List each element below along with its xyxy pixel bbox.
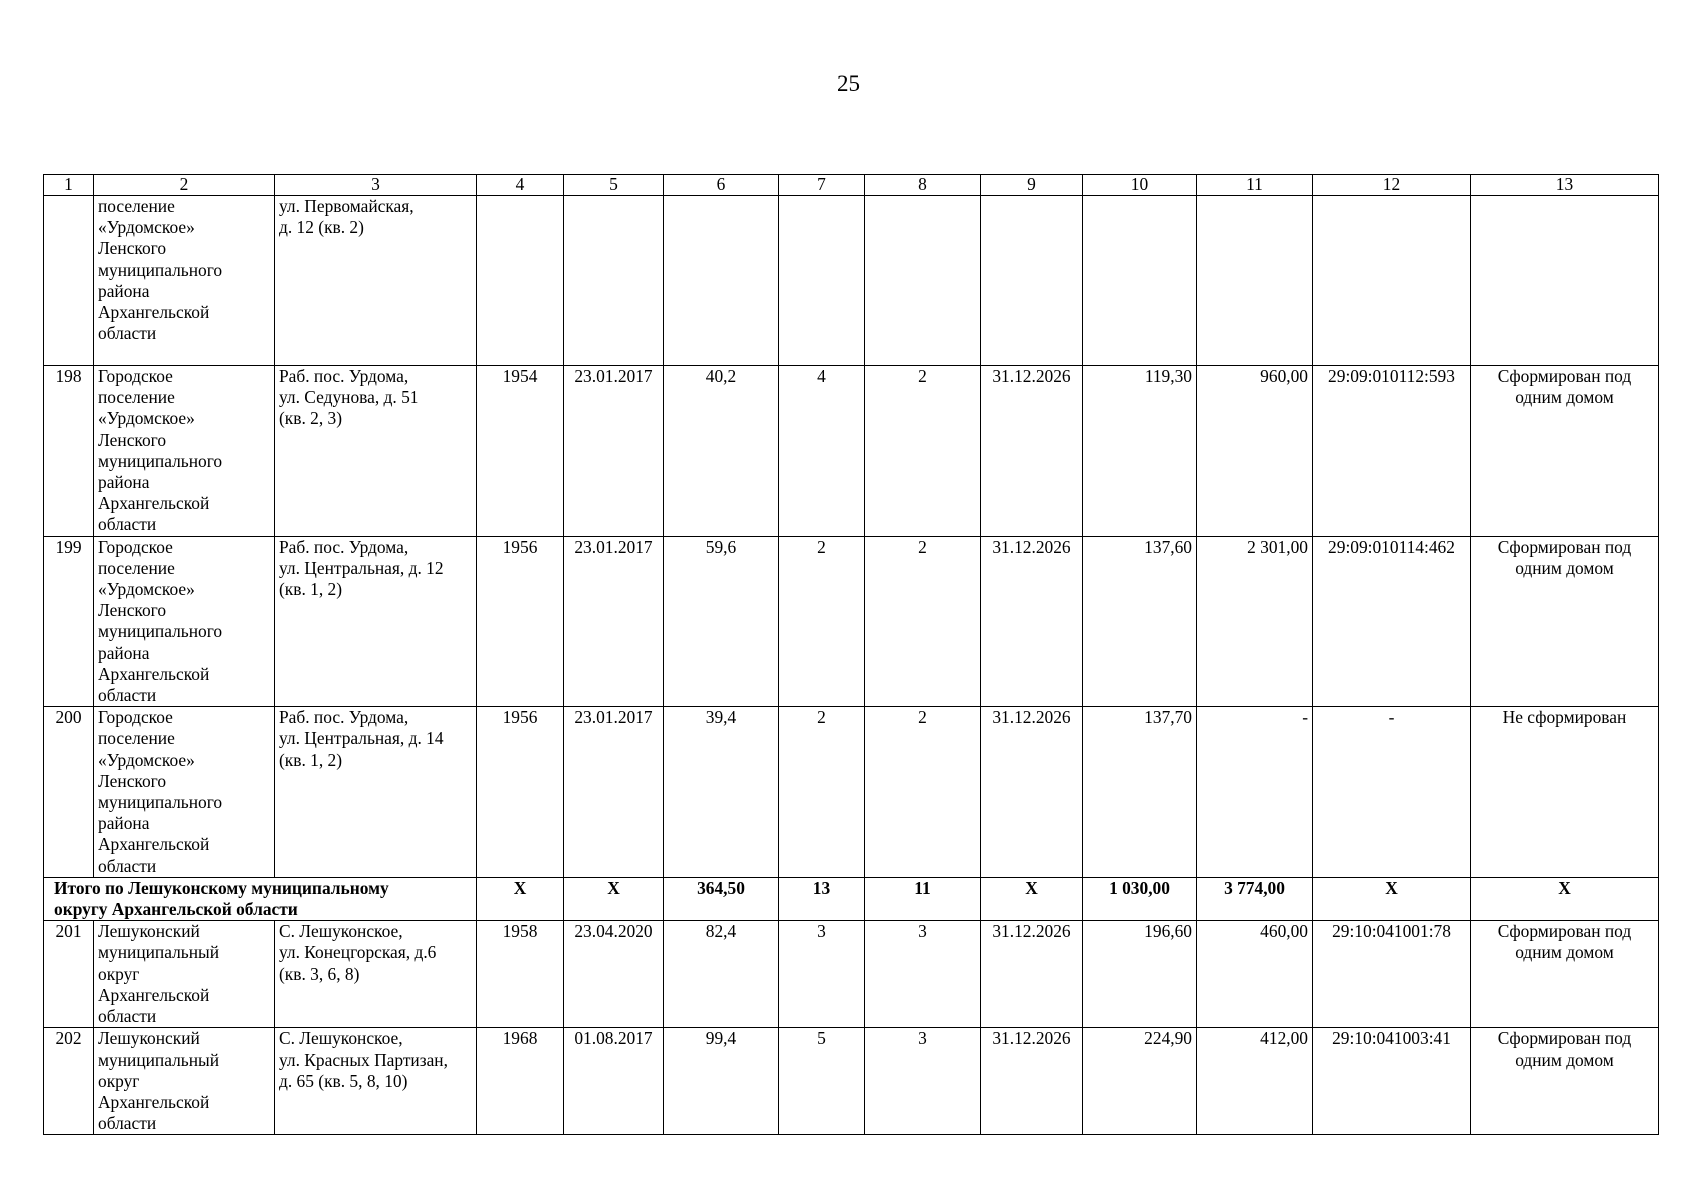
- text-line: округ: [98, 1070, 140, 1091]
- year-cell: 1958: [477, 921, 564, 1028]
- text-line: области: [98, 323, 157, 344]
- text-line: области: [98, 514, 157, 535]
- value-cell: 196,60: [1083, 921, 1197, 1028]
- deadline-cell: 31.12.2026: [981, 1028, 1083, 1135]
- municipality-cell: [94, 366, 275, 537]
- text-line: Ленского: [98, 429, 167, 450]
- residents-cell: 2: [779, 536, 865, 707]
- table-row: [44, 536, 1659, 707]
- address-cell: [275, 921, 477, 1028]
- text-line: Не сформирован: [1502, 707, 1627, 728]
- area-cell: 59,6: [664, 536, 779, 707]
- text-line: д. 12 (кв. 2): [279, 217, 364, 238]
- cadastral-number-cell: 29:10:041001:78: [1313, 921, 1471, 1028]
- apartments-cell: 3: [865, 1028, 981, 1135]
- address-cell: [275, 196, 477, 366]
- apartments-cell: 2: [865, 536, 981, 707]
- text-line: муниципального: [98, 450, 223, 471]
- row-number-cell: [44, 196, 94, 366]
- column-number: 12: [1313, 175, 1471, 196]
- text-line: Городское: [98, 536, 173, 557]
- note-cell: [1471, 366, 1659, 537]
- text-line: муниципального: [98, 621, 223, 642]
- deadline-cell: 31.12.2026: [981, 707, 1083, 878]
- text-line: Сформирован под: [1497, 921, 1632, 942]
- date-cell: 23.01.2017: [564, 366, 664, 537]
- text-line: ул. Первомайская,: [279, 196, 414, 216]
- subtotal-label: [44, 877, 477, 920]
- text-line: района: [98, 642, 150, 663]
- text-line: Городское: [98, 366, 173, 386]
- text-line: «Урдомское»: [98, 217, 195, 238]
- apartments-cell: 3: [865, 921, 981, 1028]
- cadastral-number-cell: 29:09:010112:593: [1313, 366, 1471, 537]
- table-cell: [1471, 196, 1659, 366]
- land-area-cell: 412,00: [1197, 1028, 1313, 1135]
- residents-cell: 4: [779, 366, 865, 537]
- subtotal-cell: 1 030,00: [1083, 877, 1197, 920]
- text-line: д. 65 (кв. 5, 8, 10): [279, 1070, 408, 1091]
- municipality-cell: [94, 196, 275, 366]
- text-line: (кв. 1, 2): [279, 749, 343, 770]
- text-line: Архангельской: [98, 302, 210, 323]
- table-cell: [564, 196, 664, 366]
- date-cell: 01.08.2017: [564, 1028, 664, 1135]
- text-line: Архангельской: [98, 663, 210, 684]
- text-line: Сформирован под: [1497, 1028, 1632, 1049]
- text-line: поселение: [98, 728, 175, 749]
- text-line: ул. Седунова, д. 51: [279, 387, 419, 408]
- text-line: области: [98, 1006, 157, 1027]
- table-cell: [865, 196, 981, 366]
- column-number: 11: [1197, 175, 1313, 196]
- text-line: поселение: [98, 196, 175, 216]
- note-cell: [1471, 921, 1659, 1028]
- text-line: одним домом: [1515, 1049, 1614, 1070]
- note-cell: [1471, 707, 1659, 878]
- continuation-row: [44, 196, 1659, 366]
- subtotal-cell: 11: [865, 877, 981, 920]
- text-line: области: [98, 855, 157, 876]
- date-cell: 23.04.2020: [564, 921, 664, 1028]
- table-row: [44, 707, 1659, 878]
- text-line: ул. Конецгорская, д.6: [279, 942, 437, 963]
- cadastral-number-cell: 29:10:041003:41: [1313, 1028, 1471, 1135]
- table-body: [44, 175, 1659, 1135]
- text-line: района: [98, 280, 150, 301]
- table-cell: [664, 196, 779, 366]
- address-cell: [275, 707, 477, 878]
- column-number: 8: [865, 175, 981, 196]
- area-cell: 40,2: [664, 366, 779, 537]
- year-cell: 1954: [477, 366, 564, 537]
- area-cell: 82,4: [664, 921, 779, 1028]
- text-line: Раб. пос. Урдома,: [279, 707, 409, 728]
- text-line: области: [98, 1113, 157, 1134]
- subtotal-cell: X: [477, 877, 564, 920]
- residents-cell: 5: [779, 1028, 865, 1135]
- land-area-cell: -: [1197, 707, 1313, 878]
- column-number: 1: [44, 175, 94, 196]
- value-cell: 224,90: [1083, 1028, 1197, 1135]
- column-number: 3: [275, 175, 477, 196]
- municipality-cell: [94, 1028, 275, 1135]
- text-line: Сформирован под: [1497, 366, 1632, 386]
- land-area-cell: 960,00: [1197, 366, 1313, 537]
- column-number: 13: [1471, 175, 1659, 196]
- text-line: Городское: [98, 707, 173, 728]
- text-line: Архангельской: [98, 984, 210, 1005]
- row-number-cell: 202: [44, 1028, 94, 1135]
- row-number-cell: 200: [44, 707, 94, 878]
- column-number: 9: [981, 175, 1083, 196]
- text-line: округу Архангельской области: [54, 899, 298, 920]
- text-line: Архангельской: [98, 493, 210, 514]
- column-number: 5: [564, 175, 664, 196]
- row-number-cell: 198: [44, 366, 94, 537]
- text-line: Архангельской: [98, 834, 210, 855]
- text-line: поселение: [98, 387, 175, 408]
- subtotal-cell: X: [981, 877, 1083, 920]
- text-line: одним домом: [1515, 942, 1614, 963]
- address-cell: [275, 1028, 477, 1135]
- column-number: 4: [477, 175, 564, 196]
- text-line: (кв. 3, 6, 8): [279, 963, 360, 984]
- text-line: Лешуконский: [98, 921, 200, 942]
- date-cell: 23.01.2017: [564, 536, 664, 707]
- text-line: района: [98, 472, 150, 493]
- subtotal-area: 364,50: [664, 877, 779, 920]
- subtotal-cell: 13: [779, 877, 865, 920]
- land-area-cell: 460,00: [1197, 921, 1313, 1028]
- column-number: 10: [1083, 175, 1197, 196]
- text-line: области: [98, 685, 157, 706]
- table-cell: [981, 196, 1083, 366]
- text-line: округ: [98, 963, 140, 984]
- text-line: «Урдомское»: [98, 749, 195, 770]
- cadastral-number-cell: -: [1313, 707, 1471, 878]
- apartments-cell: 2: [865, 707, 981, 878]
- text-line: «Урдомское»: [98, 408, 195, 429]
- text-line: ул. Центральная, д. 12: [279, 557, 444, 578]
- deadline-cell: 31.12.2026: [981, 366, 1083, 537]
- year-cell: 1968: [477, 1028, 564, 1135]
- text-line: Ленского: [98, 770, 167, 791]
- table-cell: [477, 196, 564, 366]
- text-line: С. Лешуконское,: [279, 921, 403, 942]
- table-row: [44, 1028, 1659, 1135]
- text-line: «Урдомское»: [98, 579, 195, 600]
- text-line: Раб. пос. Урдома,: [279, 536, 409, 557]
- text-line: Лешуконский: [98, 1028, 200, 1049]
- value-cell: 137,60: [1083, 536, 1197, 707]
- housing-registry-table: [43, 174, 1659, 1135]
- text-line: поселение: [98, 557, 175, 578]
- subtotal-cell: X: [1313, 877, 1471, 920]
- deadline-cell: 31.12.2026: [981, 921, 1083, 1028]
- apartments-cell: 2: [865, 366, 981, 537]
- date-cell: 23.01.2017: [564, 707, 664, 878]
- table-cell: [779, 196, 865, 366]
- text-line: муниципального: [98, 792, 223, 813]
- value-cell: 119,30: [1083, 366, 1197, 537]
- area-cell: 39,4: [664, 707, 779, 878]
- text-line: С. Лешуконское,: [279, 1028, 403, 1049]
- text-line: района: [98, 813, 150, 834]
- text-line: муниципальный: [98, 942, 220, 963]
- text-line: (кв. 2, 3): [279, 408, 343, 429]
- cadastral-number-cell: 29:09:010114:462: [1313, 536, 1471, 707]
- subtotal-cell: X: [564, 877, 664, 920]
- subtotal-cell: 3 774,00: [1197, 877, 1313, 920]
- text-line: Сформирован под: [1497, 536, 1632, 557]
- text-line: муниципального: [98, 259, 223, 280]
- text-line: одним домом: [1515, 557, 1614, 578]
- note-cell: [1471, 536, 1659, 707]
- municipality-cell: [94, 921, 275, 1028]
- text-line: Архангельской: [98, 1091, 210, 1112]
- text-line: одним домом: [1515, 387, 1614, 408]
- column-number: 6: [664, 175, 779, 196]
- row-number-cell: 201: [44, 921, 94, 1028]
- column-number-row: [44, 175, 1659, 196]
- note-cell: [1471, 1028, 1659, 1135]
- row-number-cell: 199: [44, 536, 94, 707]
- municipality-cell: [94, 707, 275, 878]
- subtotal-cell: X: [1471, 877, 1659, 920]
- text-line: ул. Центральная, д. 14: [279, 728, 444, 749]
- text-line: Ленского: [98, 238, 167, 259]
- column-number: 7: [779, 175, 865, 196]
- area-cell: 99,4: [664, 1028, 779, 1135]
- text-line: Ленского: [98, 600, 167, 621]
- subtotal-row: [44, 877, 1659, 920]
- text-line: муниципальный: [98, 1049, 220, 1070]
- address-cell: [275, 366, 477, 537]
- residents-cell: 3: [779, 921, 865, 1028]
- table-row: [44, 921, 1659, 1028]
- value-cell: 137,70: [1083, 707, 1197, 878]
- table-cell: [1313, 196, 1471, 366]
- deadline-cell: 31.12.2026: [981, 536, 1083, 707]
- address-cell: [275, 536, 477, 707]
- text-line: Итого по Лешуконскому муниципальному: [54, 877, 389, 898]
- table-cell: [1197, 196, 1313, 366]
- municipality-cell: [94, 536, 275, 707]
- year-cell: 1956: [477, 536, 564, 707]
- table-row: [44, 366, 1659, 537]
- text-line: Раб. пос. Урдома,: [279, 366, 409, 386]
- column-number: 2: [94, 175, 275, 196]
- text-line: (кв. 1, 2): [279, 579, 343, 600]
- table-cell: [1083, 196, 1197, 366]
- text-line: ул. Красных Партизан,: [279, 1049, 448, 1070]
- residents-cell: 2: [779, 707, 865, 878]
- page-number: 25: [837, 71, 860, 96]
- land-area-cell: 2 301,00: [1197, 536, 1313, 707]
- year-cell: 1956: [477, 707, 564, 878]
